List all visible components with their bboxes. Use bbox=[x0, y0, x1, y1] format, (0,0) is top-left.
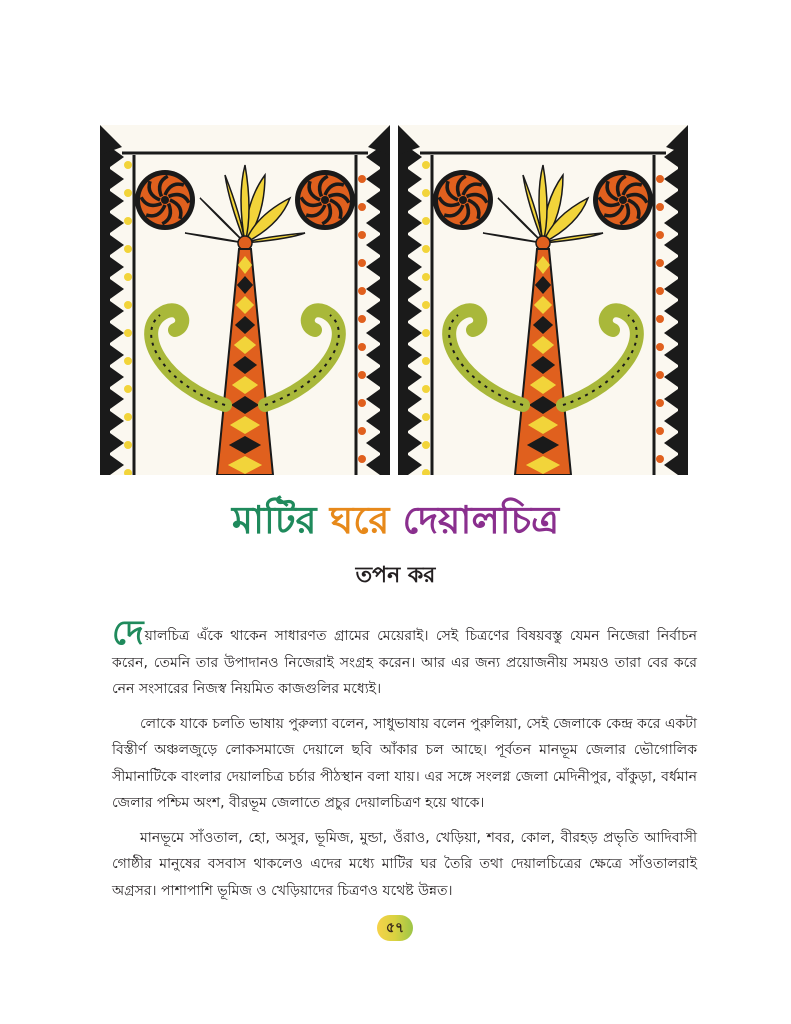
illustration bbox=[100, 125, 690, 475]
alpona-wall-painting-icon bbox=[398, 125, 688, 475]
paragraph-1 bbox=[112, 613, 697, 703]
alpona-wall-painting-icon bbox=[100, 125, 390, 475]
author-name: তপন কর bbox=[355, 563, 436, 588]
title-word-1: মাটির bbox=[231, 498, 317, 542]
paragraph-1-text: য়ালচিত্র এঁকে থাকেন সাধারণত গ্রামের মেয়েরাই। সেই চিত্রণের বিষয়বস্তু যেমন নিজেরা নির্বাচন করেন, তেমনি তার উপাদানও নিজেরাই সংগ্রহ করেন। আর এর জন্য প্রয়োজনীয় সময়ও তারা বের করে নেন সংসারের নিজস্ব নিয়মিত কাজগুলির মধ্যেই। bbox=[112, 628, 697, 697]
page-title bbox=[0, 494, 791, 546]
paragraph-3: মানভূমে সাঁওতাল, হো, অসুর, ভূমিজ, মুন্ডা, ওঁরাও, খেড়িয়া, শবর, কোল, বীরহড় প্রভৃতি আদিবাসী গোষ্ঠীর মানুষের বসবাস থাকলেও এদের মধ্যে মাটির ঘর তৈরি তথা দেয়ালচিত্রের ক্ষেত্রে সাঁওতালরাই অগ্রসর। পাশাপাশি ভূমিজ ও খেড়িয়াদের চিত্রণও যথেষ্ট উন্নত। bbox=[112, 829, 697, 899]
drop-cap: দে bbox=[112, 613, 144, 653]
title-word-2: ঘরে bbox=[329, 498, 390, 542]
title-word-3: দেয়ালচিত্র bbox=[402, 498, 560, 542]
page-number: ৫৭ bbox=[377, 915, 413, 941]
paragraph-2: লোকে যাকে চলতি ভাষায় পুরুল্যা বলেন, সাধুভাষায় বলেন পুরুলিয়া, সেই জেলাকে কেন্দ্র করে একটা বিস্তীর্ণ অঞ্চলজুড়ে লোকসমাজে দেয়ালে ছবি আঁকার চল আছে। পূর্বতন মানভূম জেলার ভৌগোলিক সীমানাটিকে বাংলার দেয়ালচিত্র চর্চার পীঠস্থান বলা যায়। এর সঙ্গে সংলগ্ন জেলা মেদিনীপুর, বাঁকুড়া, বর্ধমান জেলার পশ্চিম অংশ, বীরভূম জেলাতে প্রচুর দেয়ালচিত্রণ হয়ে থাকে। bbox=[112, 715, 697, 811]
article-body bbox=[112, 613, 697, 912]
